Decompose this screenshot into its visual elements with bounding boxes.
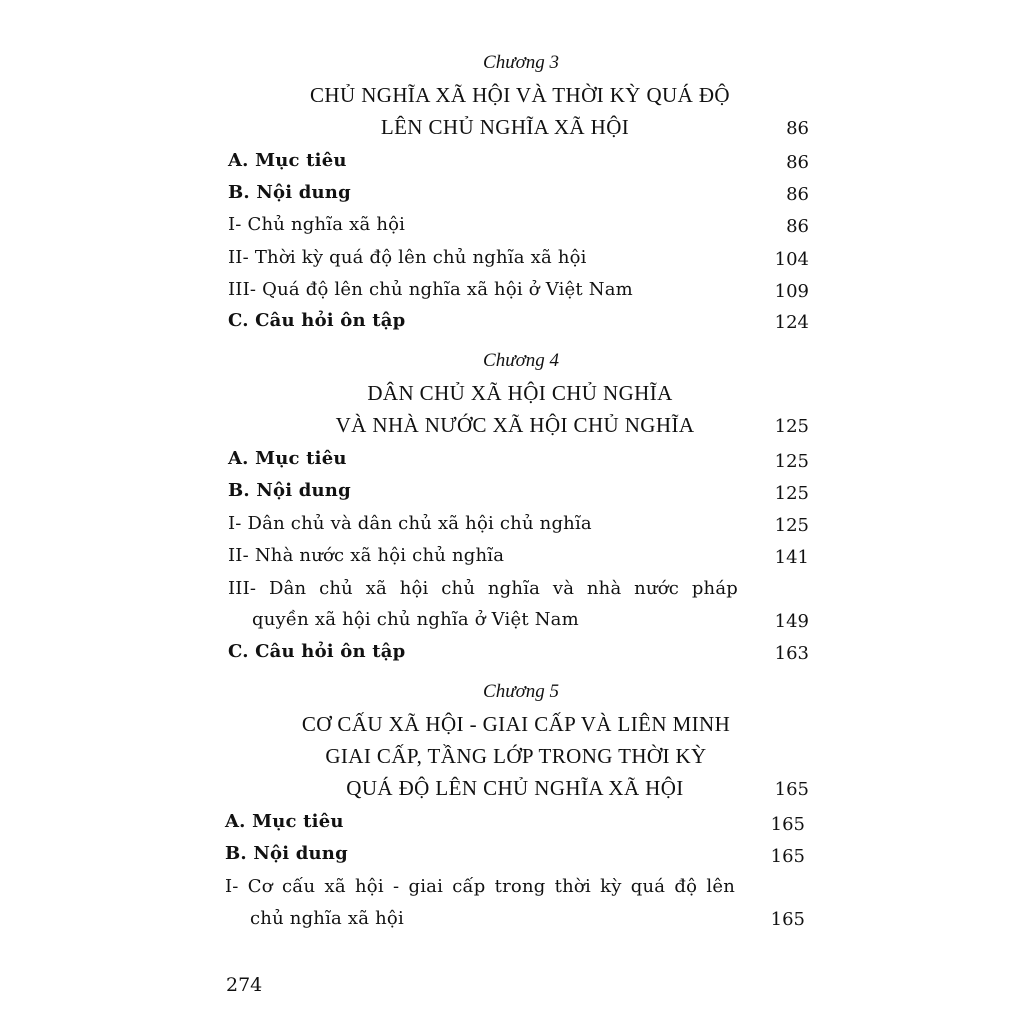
toc-entry-page: 86 — [786, 216, 809, 237]
chapter-5-title-line-2: GIAI CẤP, TẦNG LỚP TRONG THỜI KỲ — [325, 744, 707, 768]
chapter-4-title-line-1: DÂN CHỦ XÃ HỘI CHỦ NGHĨA — [367, 381, 673, 405]
toc-entry-text: chủ nghĩa xã hội — [250, 908, 404, 929]
toc-entry-text: III- Quá độ lên chủ nghĩa xã hội ở Việt Nam — [228, 279, 633, 300]
toc-entry-text: II- Thời kỳ quá độ lên chủ nghĩa xã hội — [228, 247, 587, 268]
chapter-5-heading: Chương 5 — [483, 681, 559, 702]
toc-entry-page: 109 — [774, 281, 809, 302]
toc-entry-page: 104 — [774, 249, 809, 270]
chapter-4-heading: Chương 4 — [483, 350, 559, 371]
chapter-3-heading: Chương 3 — [483, 52, 559, 73]
chapter-4-title-page: 125 — [774, 416, 809, 437]
toc-entry-text: B. Nội dung — [228, 480, 351, 501]
toc-entry-page: 125 — [774, 451, 809, 472]
toc-entry-text: C. Câu hỏi ôn tập — [228, 310, 406, 331]
toc-entry-page: 165 — [770, 909, 805, 930]
toc-entry-text: B. Nội dung — [225, 843, 348, 864]
chapter-5-title-line-3: QUÁ ĐỘ LÊN CHỦ NGHĨA XÃ HỘI — [346, 776, 684, 800]
page-number: 274 — [226, 974, 263, 996]
toc-entry-text: II- Nhà nước xã hội chủ nghĩa — [228, 545, 505, 566]
toc-entry-text: III- Dân chủ xã hội chủ nghĩa và nhà nước pháp — [228, 578, 738, 599]
chapter-3-title-line-1: CHỦ NGHĨA XÃ HỘI VÀ THỜI KỲ QUÁ ĐỘ — [310, 83, 730, 107]
toc-entry-page: 86 — [786, 152, 809, 173]
toc-entry-page: 86 — [786, 184, 809, 205]
chapter-5-title-page: 165 — [774, 779, 809, 800]
toc-entry-page: 163 — [774, 643, 809, 664]
toc-entry-text: A. Mục tiêu — [225, 811, 344, 832]
toc-entry-page: 141 — [774, 547, 809, 568]
toc-entry-text: I- Chủ nghĩa xã hội — [228, 214, 406, 235]
toc-entry-text: B. Nội dung — [228, 182, 351, 203]
toc-entry-page: 125 — [774, 483, 809, 504]
toc-entry-text: quyền xã hội chủ nghĩa ở Việt Nam — [252, 609, 579, 630]
toc-entry-text: I- Dân chủ và dân chủ xã hội chủ nghĩa — [228, 513, 592, 534]
chapter-3-title-page: 86 — [786, 118, 809, 139]
chapter-5-title-line-1: CƠ CẤU XÃ HỘI - GIAI CẤP VÀ LIÊN MINH — [301, 712, 731, 736]
toc-entry-page: 165 — [770, 814, 805, 835]
toc-entry-text: A. Mục tiêu — [228, 448, 347, 469]
toc-entry-text: C. Câu hỏi ôn tập — [228, 641, 406, 662]
toc-entry-page: 124 — [774, 312, 809, 333]
chapter-4-title-line-2: VÀ NHÀ NƯỚC XÃ HỘI CHỦ NGHĨA — [335, 413, 695, 437]
toc-entry-page: 125 — [774, 515, 809, 536]
toc-entry-text: I- Cơ cấu xã hội - giai cấp trong thời kỳ quá độ lên — [225, 876, 735, 897]
toc-entry-text: A. Mục tiêu — [228, 150, 347, 171]
toc-entry-page: 149 — [774, 611, 809, 632]
toc-entry-page: 165 — [770, 846, 805, 867]
chapter-3-title-line-2: LÊN CHỦ NGHĨA XÃ HỘI — [380, 115, 630, 139]
